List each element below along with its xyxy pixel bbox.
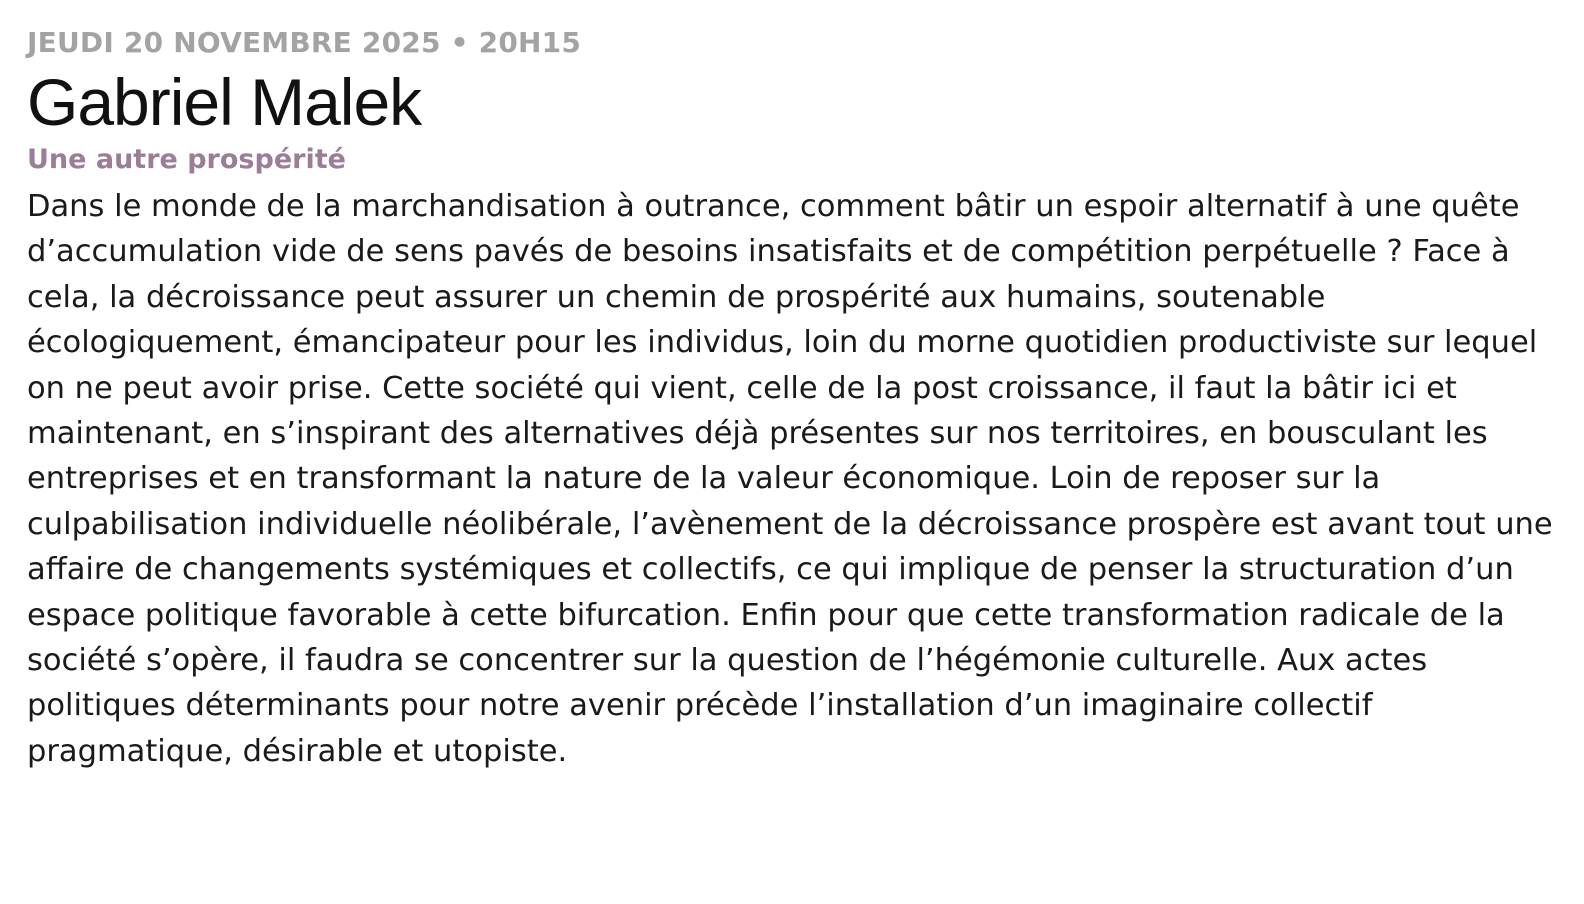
event-card [27,24,1563,774]
talk-description: Dans le monde de la marchandisation à outrance, comment bâtir un espoir alternatif à une quête d’accumulation vide de sens pavés de besoins insatisfaits et de compétition perpétuelle ? Face à cela, la décroissance peut assurer un chemin de prospérité aux humains, soutenable écologiquement, émancipateur pour les individus, loin du morne quotidien productiviste sur lequel on ne peut avoir prise. Cette société qui vient, celle de la post croissance, il faut la bâtir ici et maintenant, en s’inspirant des alternatives déjà présentes sur nos territoires, en bousculant les entreprises et en transformant la nature de la valeur économique. Loin de reposer sur la culpabilisation individuelle néolibérale, l’avènement de la décroissance prospère est avant tout une affaire de changements systémiques et collectifs, ce qui implique de penser la structuration d’un espace politique favorable à cette bifurcation. Enfin pour que cette transformation radicale de la société s’opère, il faudra se concentrer sur la question de l’hégémonie culturelle. Aux actes politiques déterminants pour notre avenir précède l’installation d’un imaginaire collectif pragmatique, désirable et utopiste. [27,189,1553,769]
event-date-time: JEUDI 20 NOVEMBRE 2025 • 20H15 [27,26,582,59]
speaker-name: Gabriel Malek [27,65,422,139]
talk-title: Une autre prospérité [27,144,346,175]
